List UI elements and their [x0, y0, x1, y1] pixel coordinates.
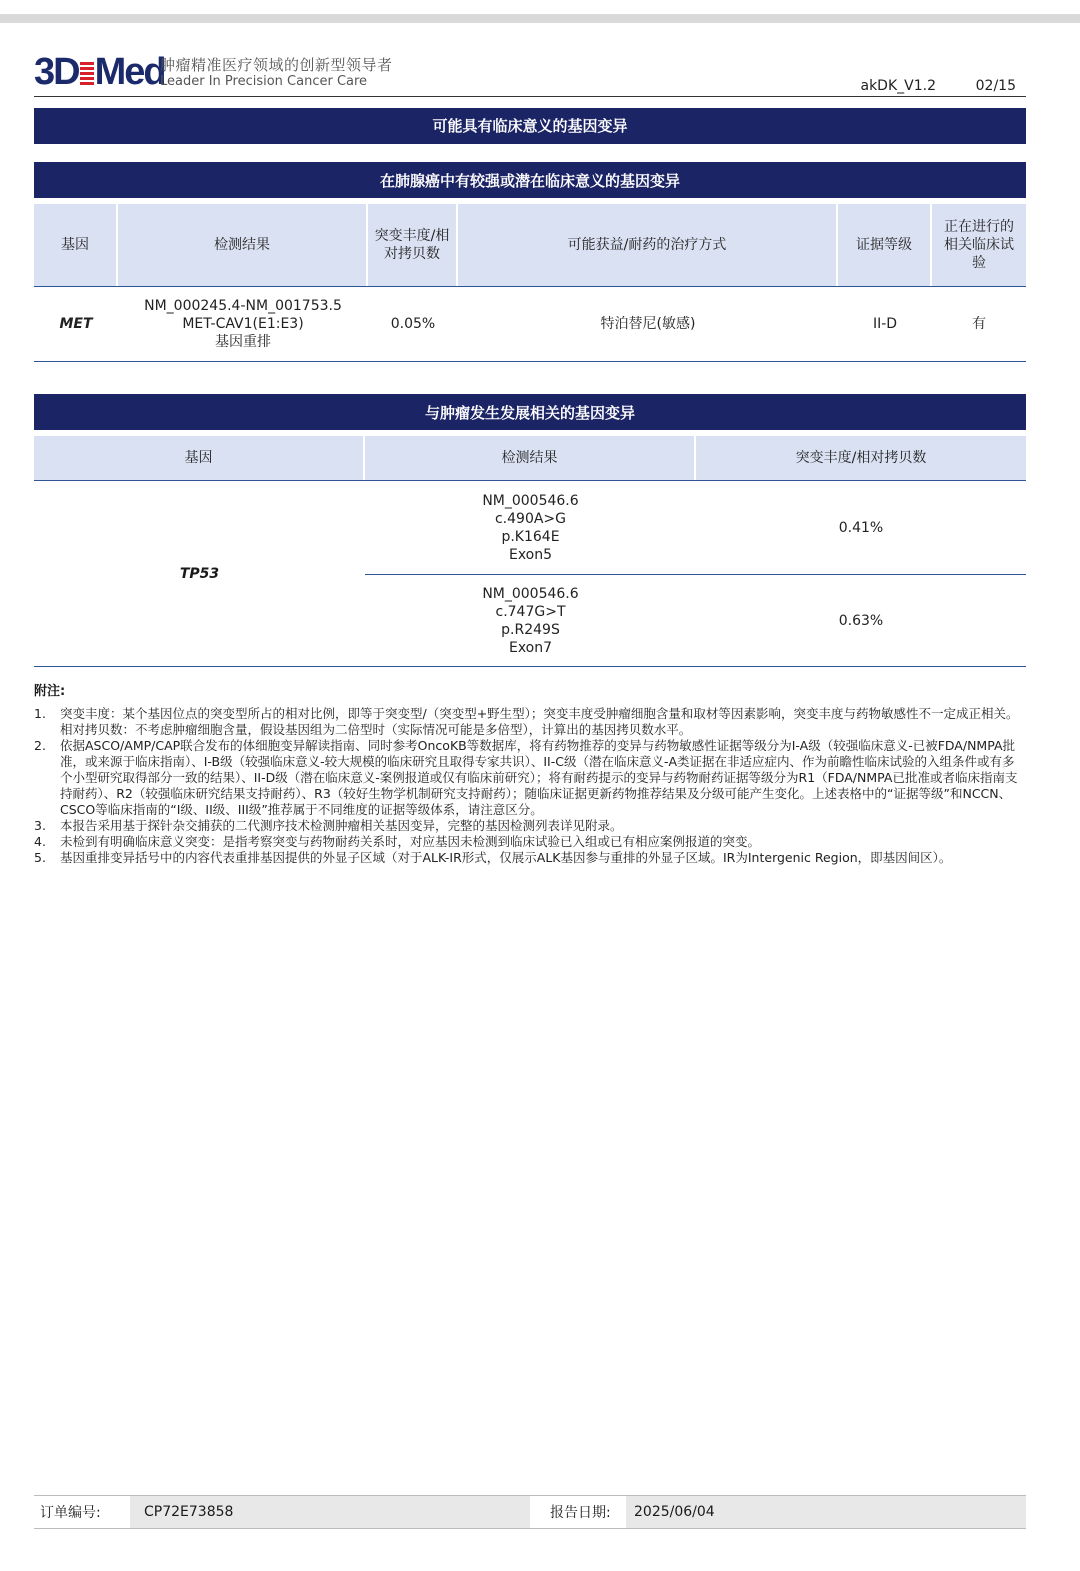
col-abundance: 突变丰度/相对拷贝数: [368, 204, 458, 286]
col-evidence: 证据等级: [838, 204, 932, 286]
result-line: 基因重排: [215, 334, 271, 350]
date-label: 报告日期:: [530, 1495, 626, 1529]
note-text: 基因重排变异括号中的内容代表重排基因提供的外显子区域（对于ALK-IR形式，仅展示ALK基因参与重排的外显子区域。IR为Intergenic Region，即基因间区）。: [60, 850, 952, 865]
result-line: c.490A>G: [494, 511, 567, 527]
list-item: [34, 850, 1026, 866]
note-number: 2.: [34, 738, 46, 753]
logo-text-a: 3D: [34, 51, 79, 93]
slogan-en: Leader In Precision Cancer Care: [160, 74, 368, 89]
section2-header-row: [34, 434, 1026, 480]
section1-title: 在肺腺癌中有较强或潜在临床意义的基因变异: [34, 162, 1026, 198]
list-item: [34, 834, 1026, 850]
company-logo: [34, 52, 165, 92]
note-text: 突变丰度：某个基因位点的突变型所占的相对比例，即等于突变型/（突变型+野生型）；突变丰度受肿瘤细胞含量和取材等因素影响，突变丰度与药物敏感性不一定成正相关。: [60, 706, 1019, 721]
col-abundance: 突变丰度/相对拷贝数: [795, 450, 927, 466]
evidence-cell: II-D: [872, 316, 898, 332]
abundance-cell: 0.41%: [838, 520, 884, 536]
divider: [365, 574, 1026, 575]
result-line: p.R249S: [501, 622, 560, 638]
divider: [34, 666, 1026, 667]
note-text: 相对拷贝数：不考虑肿瘤细胞含量，假设基因组为二倍型时（实际情况可能是多倍型），计算出的基因拷贝数水平。: [60, 722, 692, 737]
note-number: 5.: [34, 850, 46, 865]
section2-title: 与肿瘤发生发展相关的基因变异: [34, 394, 1026, 430]
note-text: 依据ASCO/AMP/CAP联合发布的体细胞变异解读指南、同时参考OncoKB等数据库，将有药物推荐的变异与药物敏感性证据等级分为I-A级（较强临床意义-已被FDA/NMPA批准，或来源于临床指南）、I-B级（较强临床意义-较大规模的临床研究且取得专家共识）、II-C级（潜在临床意义-A类证据在非适应症内、作为前瞻性临床试验的入组条件或有多个小型研究取得部分一致的结果）、II-D级（潜在临床意义-案例报道或仅有临床前研究）；将有耐药提示的变异与药物耐药证据等级分为R1（FDA/NMPA已批准或者临床指南支持耐药）、R2（较强临床研究结果支持耐药）、R3（较好生物学机制研究支持耐药）；随临床证据更新药物推荐结果及分级可能产生变化。上述表格中的“证据等级”和NCCN、CSCO等临床指南的“I级、II级、III级”推荐属于不同维度的证据等级体系，请注意区分。: [60, 738, 1018, 817]
result-line: c.747G>T: [495, 604, 566, 620]
logo-text-b: Med: [94, 51, 165, 93]
abundance-cell: 0.63%: [838, 613, 884, 629]
col-gene: 基因: [34, 204, 118, 286]
col-gene: 基因: [34, 436, 365, 480]
gene-cell: TP53: [179, 566, 220, 582]
page-number: 02/15: [975, 78, 1016, 94]
result-line: Exon7: [508, 640, 553, 656]
note-number: 3.: [34, 818, 46, 833]
col-result: 检测结果: [118, 204, 368, 286]
doc-version: akDK_V1.2: [860, 78, 936, 94]
section1-header-row: [34, 202, 1026, 286]
list-item: [34, 706, 1026, 738]
notes-list: [34, 706, 1026, 866]
note-text: 未检到有明确临床意义突变：是指考察突变与药物耐药关系时，对应基因未检测到临床试验已入组或已有相应案例报道的突变。: [60, 834, 761, 849]
result-cell: [118, 287, 368, 361]
notes-title: 附注:: [34, 684, 66, 699]
table-row: [365, 482, 1026, 574]
date-value: 2025/06/04: [626, 1495, 1026, 1529]
note-number: 1.: [34, 706, 46, 721]
note-text: 本报告采用基于探针杂交捕获的二代测序技术检测肿瘤相关基因变异，完整的基因检测列表详见附录。: [60, 818, 623, 833]
list-item: [34, 738, 1026, 818]
result-line: NM_000546.6: [482, 586, 579, 602]
top-bar: [0, 14, 1080, 23]
col-therapy: 可能获益/耐药的治疗方式: [458, 204, 838, 286]
result-line: NM_000245.4-NM_001753.5: [144, 298, 342, 314]
order-value: CP72E73858: [130, 1495, 530, 1529]
logo-stripe-icon: [80, 62, 94, 86]
page-footer: [34, 1495, 1026, 1529]
main-title: 可能具有临床意义的基因变异: [34, 108, 1026, 144]
table-row: [34, 286, 1026, 362]
list-item: [34, 818, 1026, 834]
gene-cell: MET: [59, 316, 93, 332]
result-line: NM_000546.6: [482, 493, 579, 509]
result-cell: [365, 576, 696, 666]
result-cell: [365, 482, 696, 574]
col-result: 检测结果: [365, 436, 696, 480]
table-row: [365, 576, 1026, 666]
slogan-cn: 肿瘤精准医疗领域的创新型领导者: [160, 56, 393, 74]
result-line: p.K164E: [501, 529, 560, 545]
trial-cell: 有: [972, 316, 986, 332]
divider: [34, 480, 1026, 481]
result-line: Exon5: [508, 547, 553, 563]
therapy-cell: 特泊替尼(敏感): [600, 316, 696, 332]
order-label: 订单编号:: [34, 1495, 130, 1529]
abundance-cell: 0.05%: [390, 316, 436, 332]
result-line: MET-CAV1(E1:E3): [182, 316, 304, 332]
col-trial: 正在进行的相关临床试验: [944, 219, 1014, 271]
note-number: 4.: [34, 834, 46, 849]
page-header: [34, 50, 1026, 97]
